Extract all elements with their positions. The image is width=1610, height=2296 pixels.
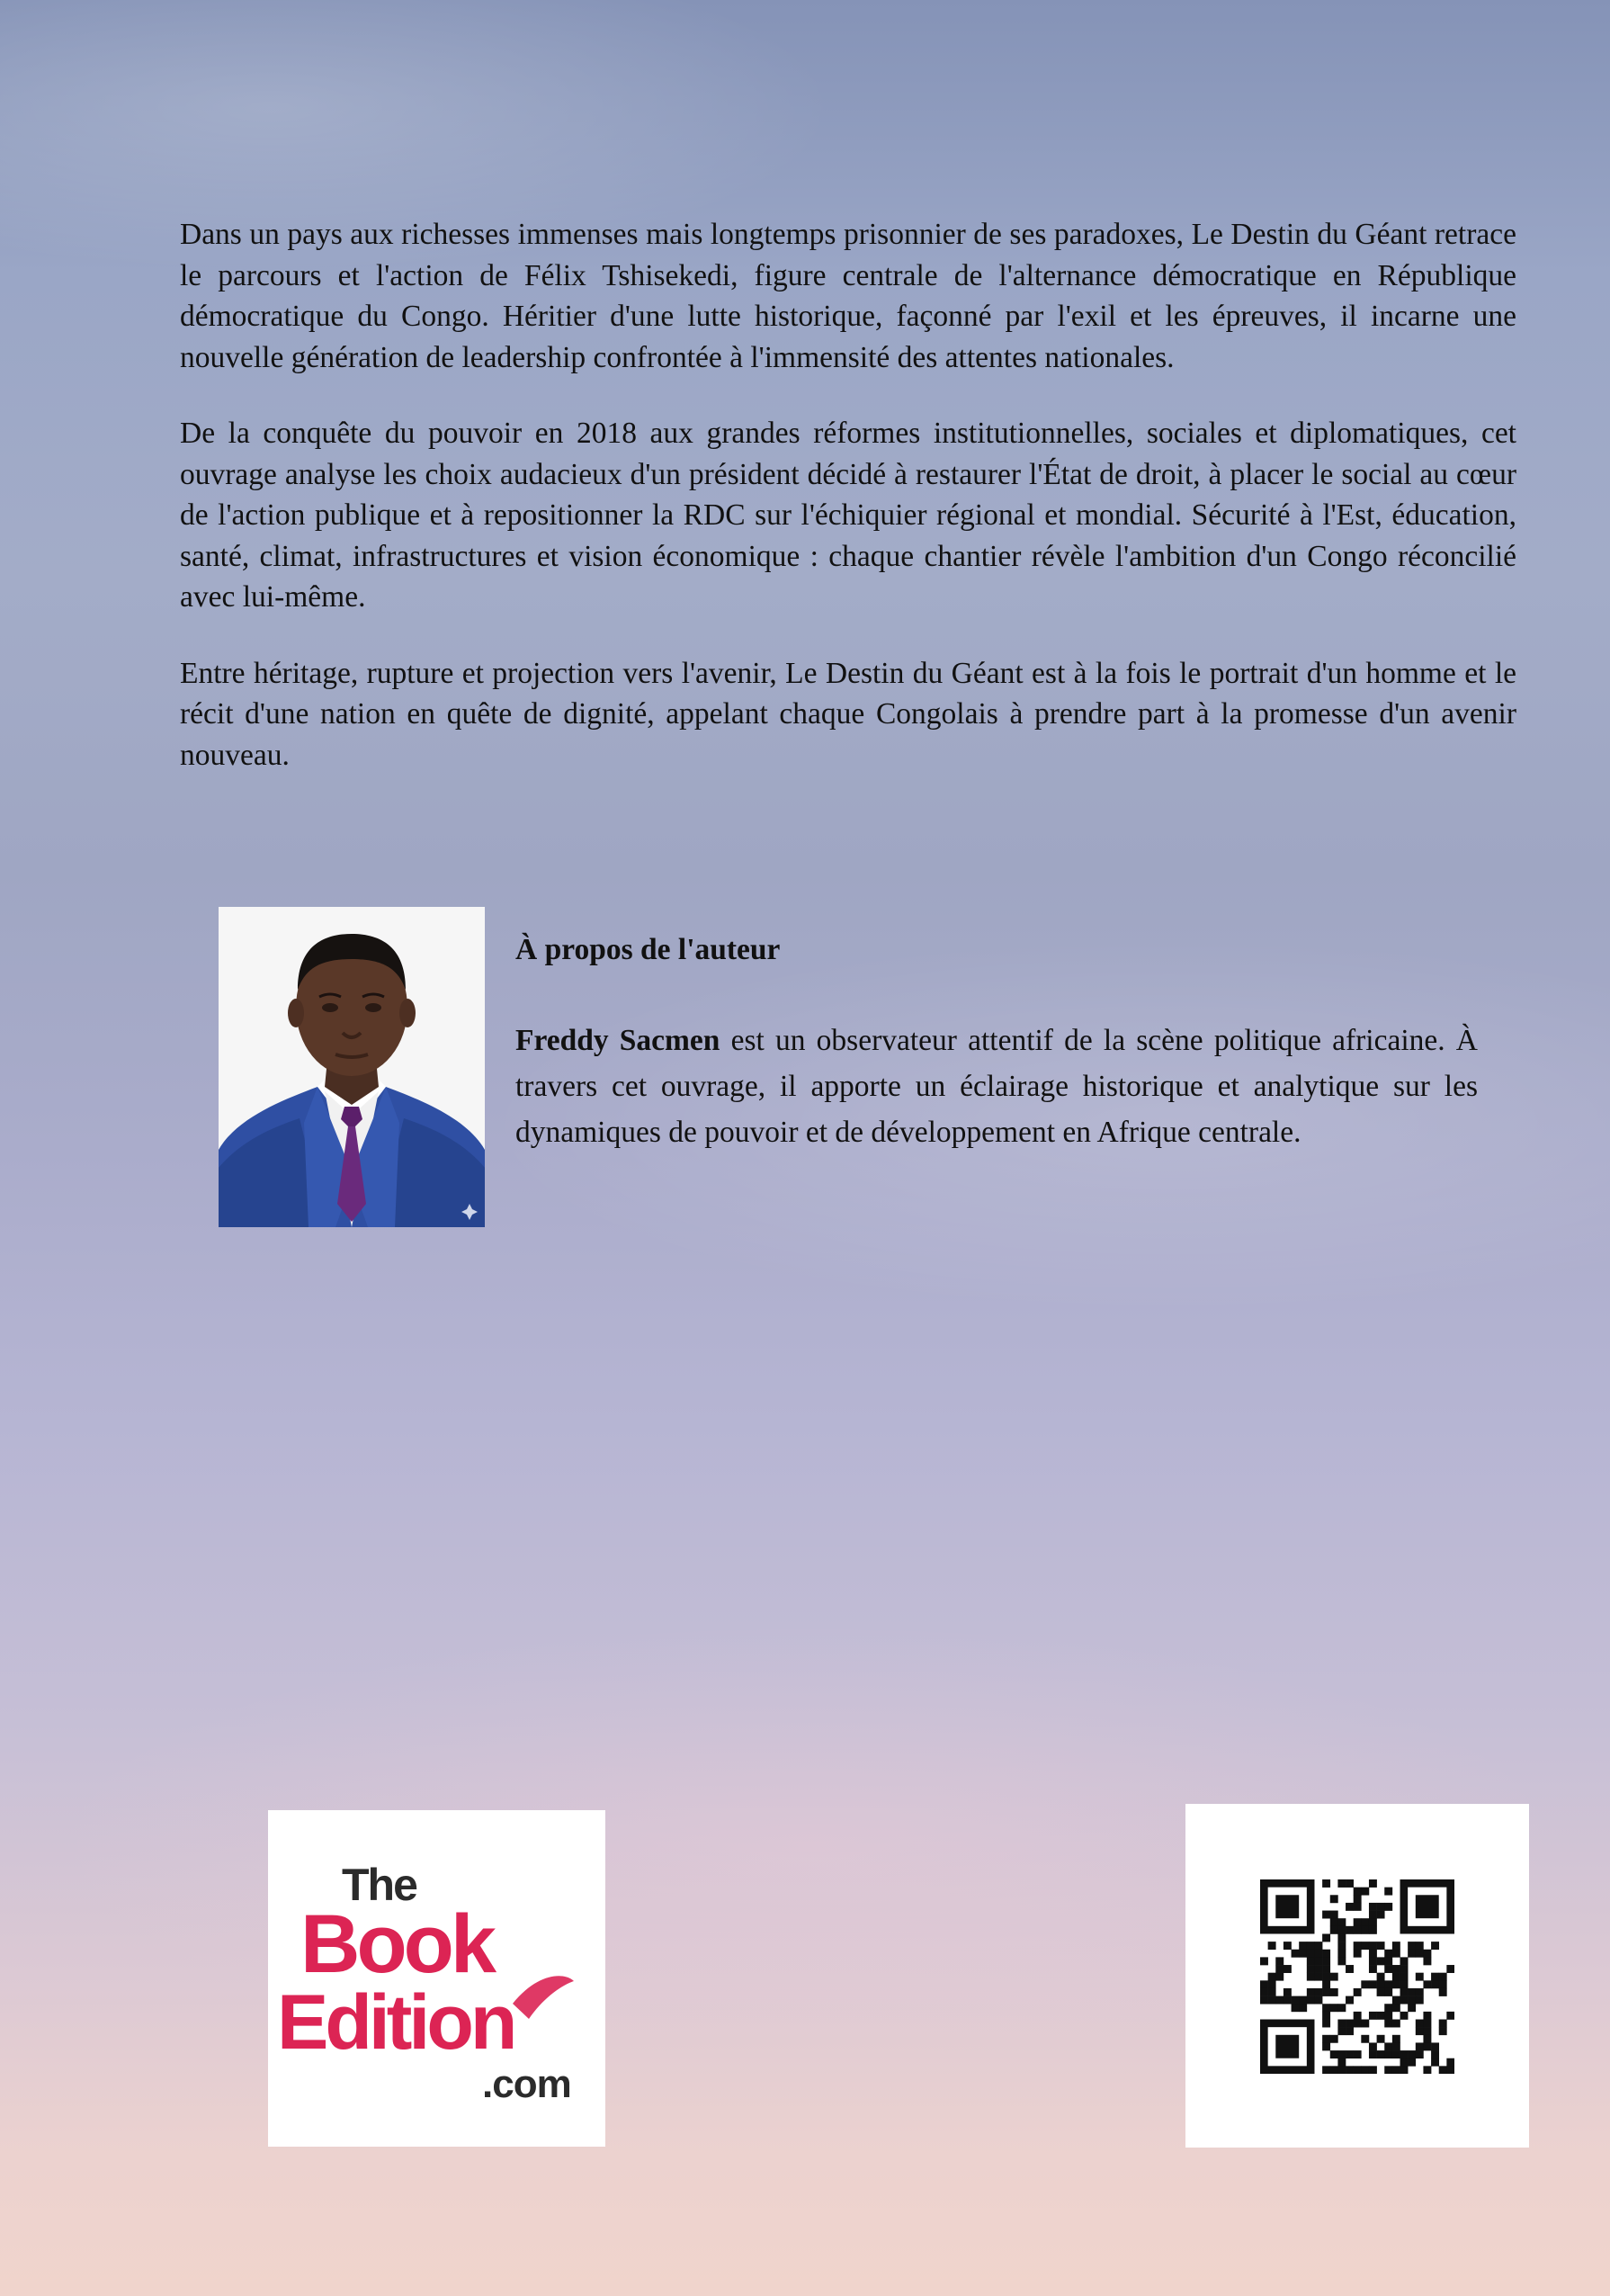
book-blurb: [180, 214, 1516, 811]
publisher-logo: [268, 1810, 605, 2147]
qr-code-icon: [1260, 1879, 1454, 2074]
about-author: [515, 927, 1478, 1155]
logo-com: .com: [482, 2062, 571, 2106]
logo-edition: Edition: [277, 1979, 514, 2066]
author-photo: [219, 907, 485, 1227]
logo-book: Book: [300, 1898, 493, 1990]
author-bio-text: est un observateur attentif de la scène politique africaine. À travers cet ouvrage, il apporte un éclairage historique et analytique sur les dynamiques de pouvoir et de développement en Afrique centrale.: [515, 1024, 1478, 1149]
author-name: Freddy Sacmen: [515, 1024, 720, 1057]
author-portrait-image: [219, 907, 485, 1227]
author-bio: [515, 1018, 1478, 1155]
blurb-paragraph-2: De la conquête du pouvoir en 2018 aux grandes réformes institutionnelles, sociales et diplomatiques, cet ouvrage analyse les choix audacieux d'un président décidé à restaurer l'État de droit, à placer le social au cœur de l'action publique et à repositionner la RDC sur l'échiquier régional et mondial. Sécurité à l'Est, éducation, santé, climat, infrastructures et vision économique : chaque chantier révèle l'ambition d'un Congo réconcilié avec lui-même.: [180, 417, 1516, 614]
blurb-paragraph-3: Entre héritage, rupture et projection vers l'avenir, Le Destin du Géant est à la fois le portrait d'un homme et le récit d'une nation en quête de dignité, appelant chaque Congolais à prendre part à la promesse d'un avenir nouveau.: [180, 656, 1516, 772]
logo-the: The: [342, 1860, 416, 1910]
blurb-paragraph-1: Dans un pays aux richesses immenses mais longtemps prisonnier de ses paradoxes, Le Destin du Géant retrace le parcours et l'action de Félix Tshisekedi, figure centrale de l'alternance démocratique en République démocratique du Congo. Héritier d'une lutte historique, façonné par l'exil et les épreuves, il incarne une nouvelle génération de leadership confrontée à l'immensité des attentes nationales.: [180, 218, 1516, 374]
qr-code[interactable]: [1185, 1804, 1529, 2148]
thebookedition-logo-icon: [268, 1810, 605, 2147]
about-author-heading: À propos de l'auteur: [515, 933, 781, 966]
